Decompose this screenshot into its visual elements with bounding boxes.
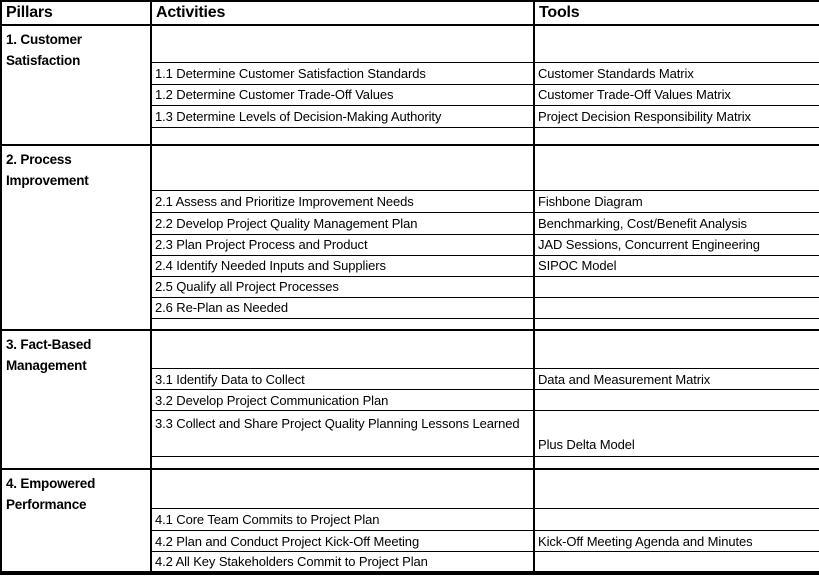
header-pillars: Pillars	[1, 1, 151, 25]
table-row	[1, 145, 819, 191]
header-activities: Activities	[151, 1, 534, 25]
tool-cell: SIPOC Model	[534, 255, 819, 276]
activity-cell: 1.2 Determine Customer Trade-Off Values	[151, 84, 534, 105]
activity-cell	[151, 319, 534, 330]
activity-cell: 4.2 All Key Stakeholders Commit to Project Plan	[151, 552, 534, 573]
activity-cell: 3.3 Collect and Share Project Quality Planning Lessons Learned	[151, 411, 534, 456]
tool-cell: Plus Delta Model	[534, 411, 819, 456]
table-row	[1, 469, 819, 508]
tool-cell: Project Decision Responsibility Matrix	[534, 105, 819, 127]
header-row	[1, 1, 819, 25]
activity-cell: 2.2 Develop Project Quality Management Plan	[151, 213, 534, 234]
header-tools: Tools	[534, 1, 819, 25]
pillar-cell-fact-based-management: 3. Fact-Based Management	[1, 330, 151, 470]
tool-cell	[534, 297, 819, 318]
activity-cell	[151, 469, 534, 508]
activity-cell: 4.2 Plan and Conduct Project Kick-Off Meeting	[151, 531, 534, 552]
tool-cell: Customer Standards Matrix	[534, 62, 819, 84]
activity-cell: 2.5 Qualify all Project Processes	[151, 276, 534, 297]
tool-cell	[534, 508, 819, 530]
tool-cell	[534, 330, 819, 369]
tool-cell	[534, 145, 819, 191]
activity-cell	[151, 456, 534, 469]
table-row	[1, 25, 819, 62]
activity-cell: 3.1 Identify Data to Collect	[151, 369, 534, 390]
table-row	[1, 330, 819, 369]
tool-cell	[534, 456, 819, 469]
activity-cell: 2.6 Re-Plan as Needed	[151, 297, 534, 318]
tool-cell: Kick-Off Meeting Agenda and Minutes	[534, 531, 819, 552]
tool-cell	[534, 469, 819, 508]
tool-cell	[534, 390, 819, 411]
activity-cell: 1.1 Determine Customer Satisfaction Standards	[151, 62, 534, 84]
pillar-cell-process-improvement: 2. Process Improvement	[1, 145, 151, 330]
activity-cell: 2.1 Assess and Prioritize Improvement Needs	[151, 191, 534, 213]
tool-cell	[534, 319, 819, 330]
tool-cell	[534, 552, 819, 573]
activity-cell: 3.2 Develop Project Communication Plan	[151, 390, 534, 411]
tool-cell	[534, 25, 819, 62]
tool-cell	[534, 276, 819, 297]
activity-cell: 4.1 Core Team Commits to Project Plan	[151, 508, 534, 530]
activity-cell: 2.3 Plan Project Process and Product	[151, 234, 534, 255]
tool-cell	[534, 128, 819, 145]
tool-cell: Fishbone Diagram	[534, 191, 819, 213]
activity-cell	[151, 128, 534, 145]
activity-cell: 2.4 Identify Needed Inputs and Suppliers	[151, 255, 534, 276]
activity-cell	[151, 145, 534, 191]
activity-cell	[151, 25, 534, 62]
pillar-cell-customer-satisfaction: 1. Customer Satisfaction	[1, 25, 151, 145]
tool-cell: Customer Trade-Off Values Matrix	[534, 84, 819, 105]
activity-cell	[151, 330, 534, 369]
tool-cell: Data and Measurement Matrix	[534, 369, 819, 390]
tool-cell: JAD Sessions, Concurrent Engineering	[534, 234, 819, 255]
activity-cell: 1.3 Determine Levels of Decision-Making Authority	[151, 105, 534, 127]
tool-cell: Benchmarking, Cost/Benefit Analysis	[534, 213, 819, 234]
pillar-cell-empowered-performance: 4. Empowered Performance	[1, 469, 151, 573]
